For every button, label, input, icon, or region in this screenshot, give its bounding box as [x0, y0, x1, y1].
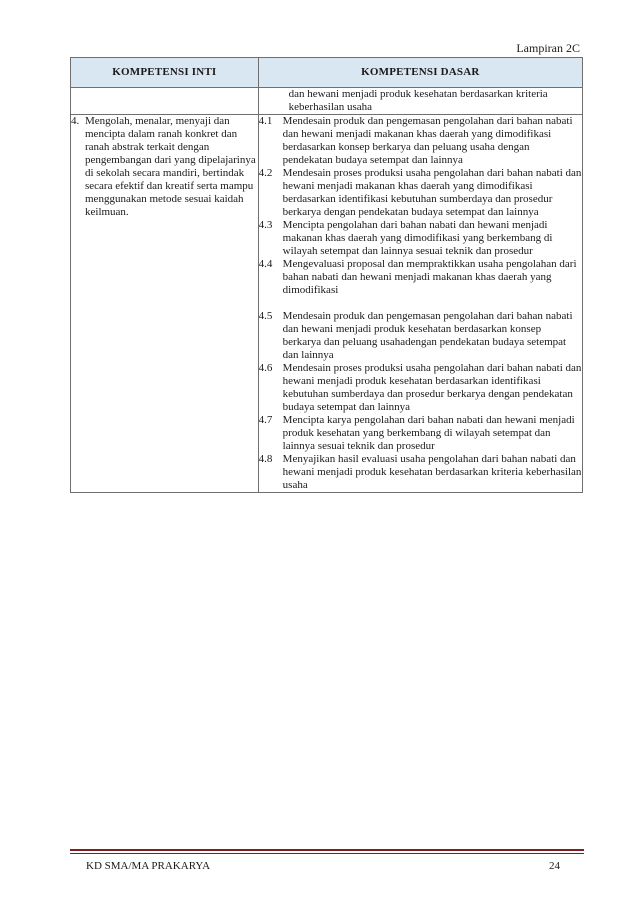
competency-table: [70, 57, 583, 493]
kd-item-4-5: [259, 310, 582, 362]
kd-number: 4.7: [258, 414, 273, 426]
kd-cell: [258, 115, 582, 493]
kd-number: 4.1: [258, 115, 273, 127]
kd-text: Mencipta pengolahan dari bahan nabati dan hewani menjadi makanan khas daerah yang dimodifikasi yang berkembang di wilayah setempat dan lainnya sesuai teknik dan prosedur: [282, 219, 553, 257]
kd-text: Mendesain produk dan pengemasan pengolahan dari bahan nabati dan hewani menjadi produk kesehatan berdasarkan konsep berkarya dan peluang usahadengan pendekatan budaya setempat dan lainnya: [282, 310, 573, 361]
kd-item-4-7: [259, 414, 582, 453]
column-header-kompetensi-dasar: KOMPETENSI DASAR: [258, 58, 582, 88]
ki-text: Mengolah, menalar, menyaji dan mencipta dalam ranah konkret dan ranah abstrak terkait dengan pengembangan dari yang dipelajarinya di sekolah secara mandiri, bertindak secara efektif dan kreatif serta mampu menggunakan metode sesuai kaidah keilmuan.: [85, 115, 256, 218]
kd-number: 4.5: [258, 310, 273, 322]
table-row-continued: [71, 88, 583, 115]
page-number: 24: [549, 860, 560, 872]
kd-text: Mendesain produk dan pengemasan pengolahan dari bahan nabati dan hewani menjadi makanan khas daerah yang dimodifikasi berdasarkan konsep berkarya dan peluang usaha dengan pendekatan budaya setempat dan lainnya: [282, 115, 573, 166]
kd-text: Mendesain proses produksi usaha pengolahan dari bahan nabati dan hewani menjadi makanan khas daerah yang dimodifikasi berdasarkan identifikasi kebutuhan sumberdaya dan prosedur berkarya dengan pendekatan budaya setempat dan lainnya: [282, 167, 582, 218]
ki-item: [71, 115, 258, 219]
item-gap: [259, 297, 582, 310]
kd-text: Mengevaluasi proposal dan mempraktikkan usaha pengolahan dari bahan nabati dan hewani menjadi makanan khas daerah yang dimodifikasi: [282, 258, 577, 296]
kd-item-4-6: [259, 362, 582, 414]
empty-cell: [71, 88, 259, 115]
kd-item-4-1: [259, 115, 582, 167]
kd-text: Mendesain proses produksi usaha pengolahan dari bahan nabati dan hewani menjadi produk kesehatan berdasarkan identifikasi kebutuhan sumberdaya dan prosedur berkarya dengan pendekatan budaya setempat dan lainnya: [282, 362, 582, 413]
table-row: [71, 115, 583, 493]
footer-divider-thin: [70, 853, 584, 854]
kd-number: 4.4: [258, 258, 273, 270]
footer-divider-thick: [70, 849, 584, 851]
kd-number: 4.3: [258, 219, 273, 231]
ki-number: 4.: [71, 115, 80, 127]
table-header-row: [71, 58, 583, 88]
kd-number: 4.2: [258, 167, 273, 179]
continued-text: dan hewani menjadi produk kesehatan berdasarkan kriteria keberhasilan usaha: [288, 88, 548, 113]
kd-text: Menyajikan hasil evaluasi usaha pengolahan dari bahan nabati dan hewani menjadi produk kesehatan berdasarkan kriteria keberhasilan usaha: [282, 453, 582, 491]
footer-document-title: KD SMA/MA PRAKARYA: [86, 860, 211, 872]
kd-number: 4.8: [258, 453, 273, 465]
kd-item-4-3: [259, 219, 582, 258]
ki-cell: [71, 115, 259, 493]
appendix-label: Lampiran 2C: [516, 41, 580, 55]
kd-item-4-2: [259, 167, 582, 219]
kd-number: 4.6: [258, 362, 273, 374]
kd-item-4-4: [259, 258, 582, 297]
kd-item-4-8: [259, 453, 582, 492]
continued-cell: [258, 88, 582, 115]
kd-text: Mencipta karya pengolahan dari bahan nabati dan hewani menjadi produk kesehatan yang berkembang di wilayah setempat dan lainnya sesuai teknik dan prosedur: [282, 414, 575, 452]
column-header-kompetensi-inti: KOMPETENSI INTI: [71, 58, 259, 88]
